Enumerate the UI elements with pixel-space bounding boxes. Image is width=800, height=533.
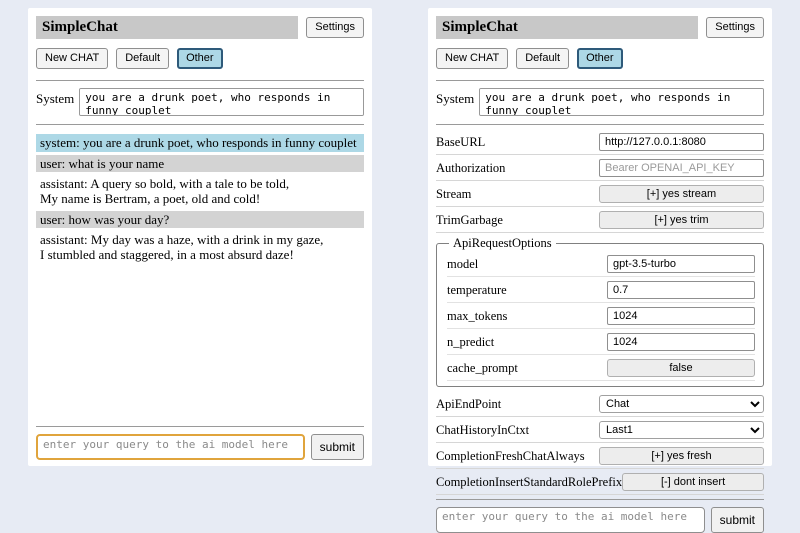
- message-line: system: you are a drunk poet, who responds in funny couplet: [40, 135, 357, 151]
- system-label: System: [436, 91, 475, 107]
- chat-history-in-ctxt-select[interactable]: [599, 421, 764, 439]
- new-chat-button[interactable]: New CHAT: [36, 48, 108, 69]
- stream-toggle-button[interactable]: [+] yes stream: [599, 185, 764, 203]
- setting-row-model: [447, 253, 755, 277]
- setting-row-n-predict: [447, 331, 755, 355]
- message-line: user: how was your day?: [40, 211, 170, 227]
- query-input[interactable]: [436, 507, 705, 533]
- setting-row-stream: [436, 183, 764, 207]
- setting-row-trimgarbage: [436, 209, 764, 233]
- settings-button[interactable]: Settings: [706, 17, 764, 38]
- setting-row-chathistoryinctxt: [436, 419, 764, 443]
- query-input[interactable]: [36, 434, 305, 460]
- temperature-input[interactable]: [607, 281, 755, 299]
- session-button-other[interactable]: Other: [577, 48, 623, 69]
- divider: [36, 80, 364, 81]
- message-line: assistant: My day was a haze, with a drink in my gaze,: [40, 232, 324, 248]
- authorization-input[interactable]: [599, 159, 764, 177]
- divider: [436, 124, 764, 125]
- cache-prompt-toggle-button[interactable]: false: [607, 359, 755, 377]
- setting-label: BaseURL: [436, 134, 486, 149]
- max-tokens-input[interactable]: [607, 307, 755, 325]
- setting-row-max-tokens: [447, 305, 755, 329]
- chat-message-user: [36, 155, 364, 172]
- system-prompt-input[interactable]: [79, 88, 364, 116]
- setting-label: n_predict: [447, 334, 495, 349]
- session-button-default[interactable]: Default: [116, 48, 169, 69]
- spacer: [36, 267, 364, 422]
- divider: [36, 124, 364, 125]
- divider: [436, 80, 764, 81]
- system-prompt-input[interactable]: [479, 88, 764, 116]
- new-chat-button[interactable]: New CHAT: [436, 48, 508, 69]
- n-predict-input[interactable]: [607, 333, 755, 351]
- settings-button[interactable]: Settings: [306, 17, 364, 38]
- setting-label: cache_prompt: [447, 360, 518, 375]
- setting-label: model: [447, 256, 479, 271]
- message-line: I stumbled and staggered, in a most absurd daze!: [40, 247, 294, 263]
- baseurl-input[interactable]: [599, 133, 764, 151]
- query-row: [436, 507, 764, 533]
- setting-label: max_tokens: [447, 308, 508, 323]
- app-title: SimpleChat: [436, 16, 698, 39]
- query-row: [36, 434, 364, 460]
- session-bar: [36, 48, 364, 69]
- message-line: assistant: A query so bold, with a tale to be told,: [40, 176, 290, 192]
- setting-row-apiendpoint: [436, 393, 764, 417]
- message-line: user: what is your name: [40, 155, 165, 171]
- setting-label: CompletionInsertStandardRolePrefix: [436, 474, 623, 489]
- setting-row-temperature: [447, 279, 755, 303]
- setting-label: ApiEndPoint: [436, 396, 502, 411]
- completion-insert-role-prefix-toggle-button[interactable]: [-] dont insert: [622, 473, 764, 491]
- app-title: SimpleChat: [36, 16, 298, 39]
- submit-button[interactable]: submit: [711, 507, 764, 533]
- chat-message-system: [36, 134, 364, 151]
- chat-message-assistant: [36, 175, 364, 208]
- setting-row-cache-prompt: [447, 357, 755, 381]
- setting-row-authorization: [436, 157, 764, 181]
- api-endpoint-select[interactable]: [599, 395, 764, 413]
- chat-panel: [28, 8, 372, 466]
- setting-label: CompletionFreshChatAlways: [436, 448, 585, 463]
- chat-message-user: [36, 211, 364, 228]
- settings-panel: [428, 8, 772, 528]
- chat-message-assistant: [36, 231, 364, 264]
- setting-row-completionfreshchatalways: [436, 445, 764, 469]
- setting-label: Stream: [436, 186, 472, 201]
- message-line: My name is Bertram, a poet, old and cold!: [40, 191, 261, 207]
- system-label: System: [36, 91, 75, 107]
- setting-row-baseurl: [436, 131, 764, 155]
- completion-fresh-chat-toggle-button[interactable]: [+] yes fresh: [599, 447, 764, 465]
- setting-row-completioninsertstandardroleprefix: [436, 471, 764, 495]
- setting-label: Authorization: [436, 160, 506, 175]
- submit-button[interactable]: submit: [311, 434, 364, 460]
- setting-label: ChatHistoryInCtxt: [436, 422, 530, 437]
- trimgarbage-toggle-button[interactable]: [+] yes trim: [599, 211, 764, 229]
- setting-label: TrimGarbage: [436, 212, 503, 227]
- fieldset-legend: ApiRequestOptions: [453, 236, 552, 251]
- title-bar: [436, 16, 764, 39]
- model-input[interactable]: [607, 255, 755, 273]
- session-button-default[interactable]: Default: [516, 48, 569, 69]
- session-button-other[interactable]: Other: [177, 48, 223, 69]
- divider: [436, 499, 764, 500]
- chat-log: [36, 131, 364, 266]
- title-bar: [36, 16, 364, 39]
- api-request-options-fieldset: [436, 236, 764, 387]
- system-prompt-row: [436, 88, 764, 116]
- system-prompt-row: [36, 88, 364, 116]
- setting-label: temperature: [447, 282, 507, 297]
- session-bar: [436, 48, 764, 69]
- divider: [36, 426, 364, 427]
